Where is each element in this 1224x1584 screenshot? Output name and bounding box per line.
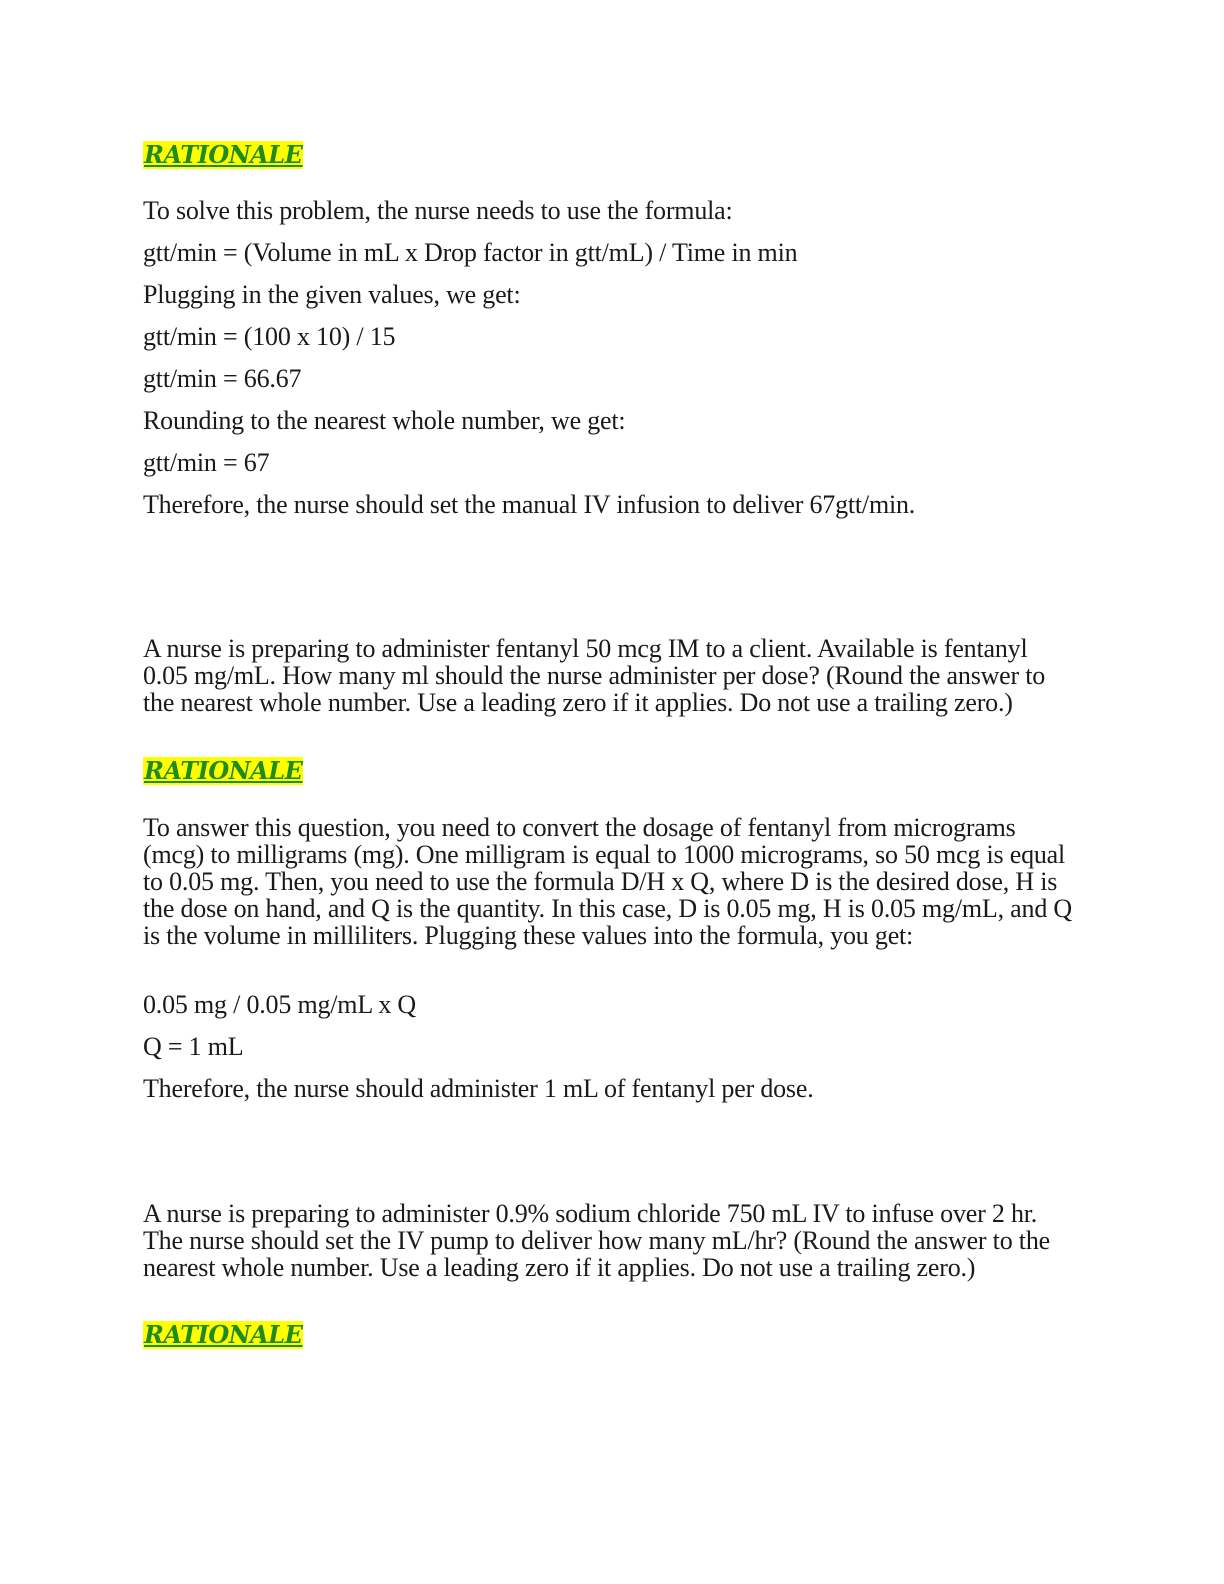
question-2-text: A nurse is preparing to administer fentanyl 50 mcg IM to a client. Available is fentanyl 0.05 mg/mL. How many ml should the nurse administer per dose? (Round the answer to the nearest whole number. Use a leading zero if it applies. Do not use a trailing zero.) — [143, 634, 1046, 717]
rationale-heading-1: RATIONALE — [144, 140, 303, 169]
rationale-1-line-1: To solve this problem, the nurse needs to use the formula: — [143, 196, 733, 225]
rationale-2-line-1: 0.05 mg / 0.05 mg/mL x Q — [143, 990, 417, 1019]
rationale-1-line-5: gtt/min = 66.67 — [143, 364, 302, 393]
rationale-heading-3: RATIONALE — [144, 1320, 303, 1349]
rationale-1-line-8: Therefore, the nurse should set the manual IV infusion to deliver 67gtt/min. — [143, 490, 916, 519]
rationale-1-line-2: gtt/min = (Volume in mL x Drop factor in gtt/mL) / Time in min — [143, 238, 798, 267]
rationale-2-explanation: To answer this question, you need to convert the dosage of fentanyl from micrograms (mcg) to milligrams (mg). One milligram is equal to 1000 micrograms, so 50 mcg is equal to 0.05 mg. Then, you need to use the formula D/H x Q, where D is the desired dose, H is the dose on hand, and Q is the quantity. In this case, D is 0.05 mg, H is 0.05 mg/mL, and Q is the volume in milliliters. Plugging these values into the formula, you get: — [143, 813, 1072, 950]
rationale-1-line-4: gtt/min = (100 x 10) / 15 — [143, 322, 396, 351]
rationale-1-line-3: Plugging in the given values, we get: — [143, 280, 521, 309]
question-3-text: A nurse is preparing to administer 0.9% sodium chloride 750 mL IV to infuse over 2 hr. The nurse should set the IV pump to deliver how many mL/hr? (Round the answer to the nearest whole number. Use a leading zero if it applies. Do not use a trailing zero.) — [143, 1199, 1050, 1282]
rationale-2-line-3: Therefore, the nurse should administer 1 mL of fentanyl per dose. — [143, 1074, 814, 1103]
rationale-2-line-2: Q = 1 mL — [143, 1032, 244, 1061]
rationale-1-line-6: Rounding to the nearest whole number, we get: — [143, 406, 626, 435]
rationale-heading-2: RATIONALE — [144, 756, 303, 785]
rationale-1-line-7: gtt/min = 67 — [143, 448, 270, 477]
